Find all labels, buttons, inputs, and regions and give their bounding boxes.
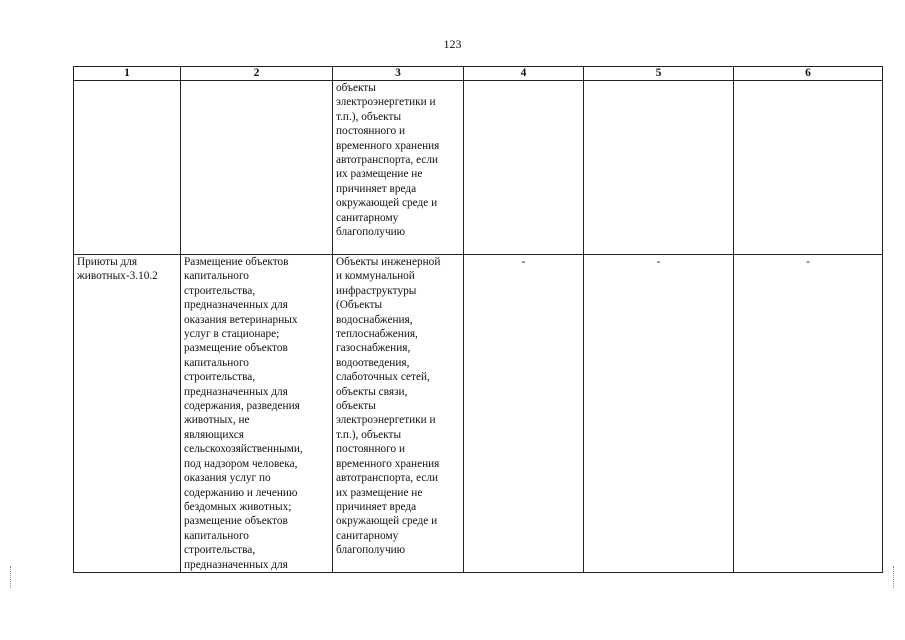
text-line: Размещение объектов <box>184 256 289 268</box>
text-line: объекты связи, <box>336 385 408 398</box>
text-line: оказания ветеринарных <box>184 313 298 326</box>
text-line: капитального <box>184 356 249 369</box>
text-line: сельскохозяйственными, <box>184 443 303 456</box>
cell-col5 <box>584 81 734 255</box>
text-line: Приюты для <box>77 256 138 268</box>
text-line: строительства, <box>184 544 256 557</box>
text-line: благополучию <box>336 226 406 239</box>
scan-edge-mark-right <box>893 566 896 588</box>
text-line: и коммунальной <box>336 270 415 283</box>
text-line: электроэнергетики и <box>336 96 436 109</box>
text-line: (Объекты <box>336 299 383 312</box>
text-line: автотранспорта, если <box>336 154 439 167</box>
cell-col2 <box>181 81 333 255</box>
text-line: размещение объектов <box>184 515 288 528</box>
text-line: предназначенных для <box>184 558 288 571</box>
text-line: временного хранения <box>336 139 440 152</box>
text-line: благополучию <box>336 544 406 557</box>
text-line: животных, не <box>184 414 250 427</box>
text-line: временного хранения <box>336 457 440 470</box>
text-line: услуг в стационаре; <box>184 328 280 341</box>
text-line: оказания услуг по <box>184 472 271 485</box>
text-line: предназначенных для <box>184 299 288 312</box>
text-line: объекты <box>336 82 376 94</box>
text-line: окружающей среде и <box>336 515 438 528</box>
header-col-4: 4 <box>464 67 584 81</box>
header-col-3: 3 <box>333 67 464 81</box>
text-line: капитального <box>184 529 249 542</box>
text-line: водоотведения, <box>336 356 410 369</box>
text-line: строительства, <box>184 371 256 384</box>
text-line: причиняет вреда <box>336 182 417 195</box>
cell-permitted-objects <box>333 81 464 255</box>
text-line: содержанию и лечению <box>184 486 298 499</box>
text-line: Объекты инженерной <box>336 256 441 268</box>
text-line: их размещение не <box>336 168 423 181</box>
cell-use-description <box>181 255 333 573</box>
cell-permitted-objects <box>333 255 464 573</box>
header-col-2: 2 <box>181 67 333 81</box>
text-line: инфраструктуры <box>336 284 417 297</box>
text-line: объекты <box>336 400 376 413</box>
text-line: окружающей среде и <box>336 197 438 210</box>
cell-col5-dash: - <box>584 255 734 573</box>
land-use-table <box>73 66 883 573</box>
text-line: газоснабжения, <box>336 342 411 355</box>
text-line: т.п.), объекты <box>336 428 402 441</box>
text-line: постоянного и <box>336 443 406 456</box>
text-line: капитального <box>184 270 249 283</box>
header-col-5: 5 <box>584 67 734 81</box>
cell-col6-dash: - <box>734 255 883 573</box>
text-line: водоснабжения, <box>336 313 413 326</box>
text-line: причиняет вреда <box>336 500 417 513</box>
table-row-continued <box>74 81 883 255</box>
text-line: животных-3.10.2 <box>77 270 158 283</box>
page-number: 123 <box>443 37 462 51</box>
cell-col6 <box>734 81 883 255</box>
cell-use-type-name <box>74 255 181 573</box>
text-line: под надзором человека, <box>184 457 298 470</box>
header-row <box>74 67 883 81</box>
text-line: их размещение не <box>336 486 423 499</box>
text-line: санитарному <box>336 211 399 224</box>
table-row-animal-shelters <box>74 255 883 573</box>
text-line: теплоснабжения, <box>336 328 418 341</box>
cell-col1 <box>74 81 181 255</box>
text-line: предназначенных для <box>184 385 288 398</box>
text-line: электроэнергетики и <box>336 414 436 427</box>
scan-edge-mark-left <box>10 566 13 588</box>
header-col-6: 6 <box>734 67 883 81</box>
text-line: слаботочных сетей, <box>336 371 430 384</box>
text-line: санитарному <box>336 529 399 542</box>
cell-col4-dash: - <box>464 255 584 573</box>
text-line: размещение объектов <box>184 342 288 355</box>
text-line: автотранспорта, если <box>336 472 439 485</box>
text-line: строительства, <box>184 284 256 297</box>
text-line: содержания, разведения <box>184 400 300 413</box>
text-line: являющихся <box>184 428 244 441</box>
text-line: постоянного и <box>336 125 406 138</box>
text-line: т.п.), объекты <box>336 110 402 123</box>
header-col-1: 1 <box>74 67 181 81</box>
text-line: бездомных животных; <box>184 500 292 513</box>
cell-col4 <box>464 81 584 255</box>
